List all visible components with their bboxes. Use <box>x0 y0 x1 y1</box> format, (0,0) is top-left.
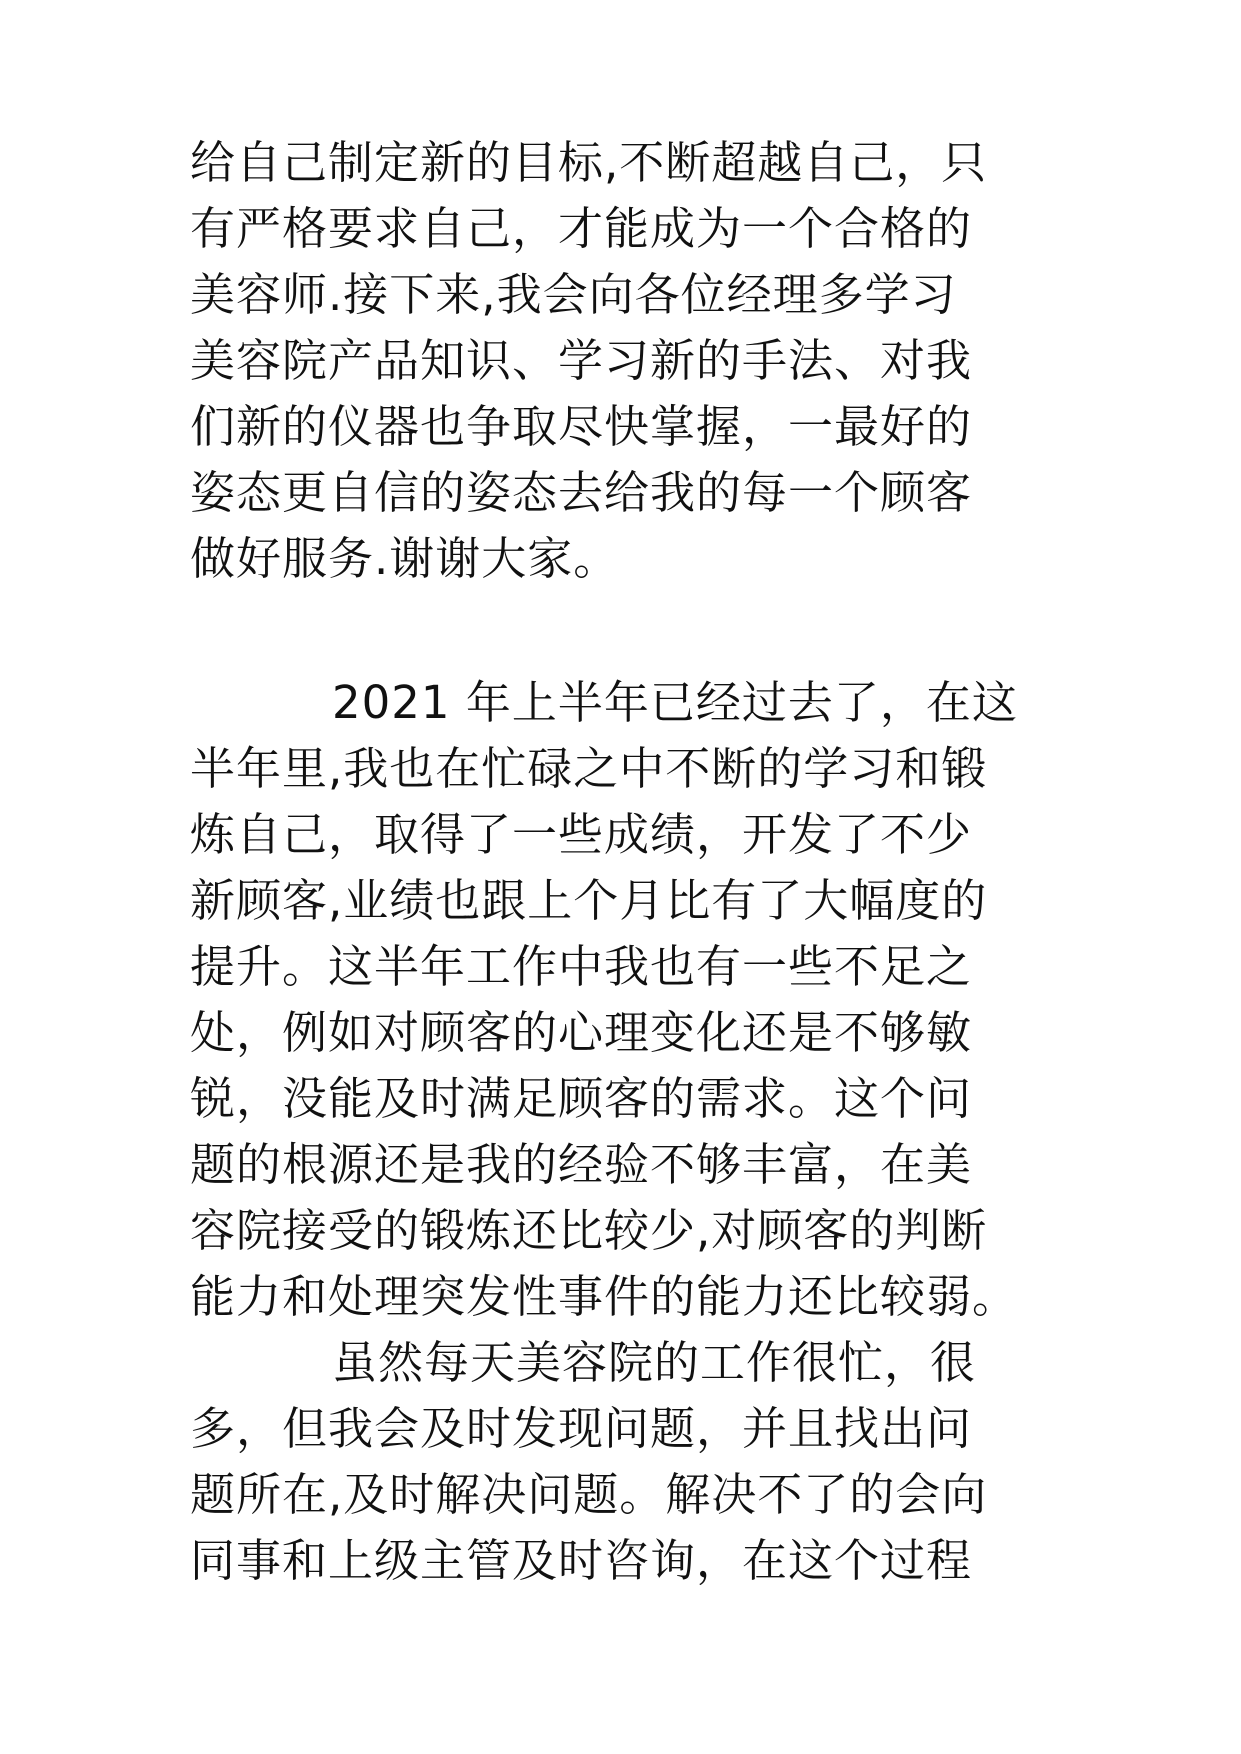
text-line: 同事和上级主管及时咨询，在这个过程 <box>190 1534 973 1587</box>
text-line: 处，例如对顾客的心理变化还是不够敏 <box>190 1006 973 1059</box>
text-line: 新顾客,业绩也跟上个月比有了大幅度的 <box>190 874 988 927</box>
text-line: 有严格要求自己，才能成为一个合格的 <box>190 202 973 255</box>
text-line: 炼自己，取得了一些成绩，开发了不少 <box>190 808 973 861</box>
text-line: 题所在,及时解决问题。解决不了的会向 <box>190 1468 988 1521</box>
text-line: 多，但我会及时发现问题，并且找出问 <box>190 1402 973 1455</box>
text-line: 给自己制定新的目标,不断超越自己，只 <box>190 136 988 189</box>
text-line: 姿态更自信的姿态去给我的每一个顾客 <box>190 466 973 519</box>
text-line: 2021 年上半年已经过去了，在这 <box>332 676 1018 729</box>
text-line: 美容师.接下来,我会向各位经理多学习 <box>190 268 957 321</box>
text-line: 半年里,我也在忙碌之中不断的学习和锻 <box>190 742 988 795</box>
text-line: 能力和处理突发性事件的能力还比较弱。 <box>190 1270 1019 1323</box>
text-line: 美容院产品知识、学习新的手法、对我 <box>190 334 973 387</box>
paragraph-half-year-summary <box>190 670 1090 1594</box>
text-line: 题的根源还是我的经验不够丰富，在美 <box>190 1138 973 1191</box>
text-line: 容院接受的锻炼还比较少,对顾客的判断 <box>190 1204 988 1257</box>
text-line: 做好服务.谢谢大家。 <box>190 532 620 585</box>
text-line: 们新的仪器也争取尽快掌握，一最好的 <box>190 400 973 453</box>
text-line: 锐，没能及时满足顾客的需求。这个问 <box>190 1072 973 1125</box>
text-line: 虽然每天美容院的工作很忙，很 <box>332 1336 977 1389</box>
paragraph-closing <box>190 130 1090 592</box>
text-line: 提升。这半年工作中我也有一些不足之 <box>190 940 973 993</box>
